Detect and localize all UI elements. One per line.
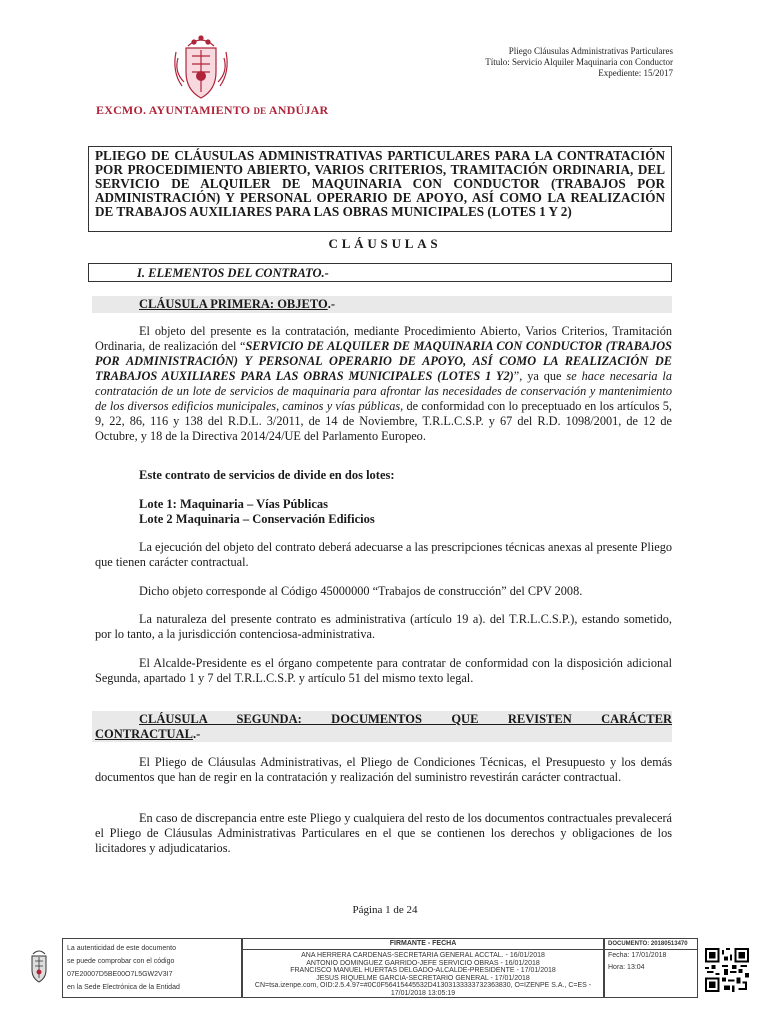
document-number: DOCUMENTO: 20180513470	[605, 939, 697, 950]
auth-line: en la Sede Electrónica de la Entidad	[67, 984, 180, 991]
document-time: Hora: 13:04	[608, 964, 645, 971]
service-name: SERVICIO DE ALQUILER DE MAQUINARIA CON CONDUCTOR (TRABAJOS POR ADMINISTRACIÓN) Y PERSONAL OPERARIO DE APOYO, ASÍ COMO LA REALIZACIÓN DE TRABAJOS AUXILIARES PARA LAS OBRAS MUNICIPALES (LOTES 1 Y2)	[95, 339, 672, 383]
city-name-de: DE	[253, 106, 267, 116]
text-run: , de conformidad con lo preceptuado en los artículos 5, 9, 22, 86, 116 y 138 del R.D.L. 3/2011, de 14 de Noviembre, T.R.L.C.S.P. y 67 del R.D. 1098/2001, de 12 de Octubre, y 18 de la Directiva 2014/24/UE del Parlamento Europeo.	[95, 399, 673, 443]
lot-1: Lote 1: Maquinaria – Vías Públicas	[139, 497, 329, 511]
signer-line: 17/01/2018 13:05:19	[390, 989, 456, 997]
document-date: Fecha: 17/01/2018	[608, 952, 667, 959]
paragraph: Dicho objeto corresponde al Código 45000000 “Trabajos de construcción” del CPV 2008.	[139, 584, 583, 598]
document-title-last-line: DE TRABAJOS AUXILIARES PARA LAS OBRAS MUNICIPALES (LOTES 1 Y 2)	[95, 204, 572, 219]
clausulas-heading: CLÁUSULAS	[328, 236, 442, 251]
coat-of-arms-small-icon	[27, 946, 51, 986]
paragraph: En caso de discrepancia entre este Pliego y cualquiera del resto de los documentos contractuales prevalecerá el Pliego de Cláusulas Administrativas Particulares en el que se contienen los derechos y obligaciones de los licitadores y adjudicatarios.	[95, 811, 672, 855]
clausula-segunda-title-line2: CONTRACTUAL	[95, 727, 193, 741]
heading-suffix: .-	[327, 297, 335, 311]
clausula-segunda-title-line1: CLÁUSULA SEGUNDA: DOCUMENTOS QUE REVISTEN CARÁCTER	[139, 712, 672, 726]
document-title: PLIEGO DE CLÁUSULAS ADMINISTRATIVAS PARTICULARES PARA LA CONTRATACIÓN POR PROCEDIMIENTO ABIERTO, VARIOS CRITERIOS, TRAMITACIÓN ORDINARIA, DEL SERVICIO DE ALQUILER DE MAQUINARIA CON CONDUCTOR (TRABAJOS POR ADMINISTRACIÓN) Y PERSONAL OPERARIO DE APOYO, ASÍ COMO LA REALIZACIÓN	[95, 148, 665, 205]
clausula-segunda-heading	[95, 712, 672, 742]
qr-code-icon[interactable]	[705, 948, 749, 992]
document-title-box	[88, 146, 672, 232]
paragraph: El Alcalde-Presidente es el órgano competente para contratar de conformidad con la disposición adicional Segunda, apartado 1 y 7 del T.R.L.C.S.P. y artículo 51 del mismo texto legal.	[95, 656, 672, 685]
header-line: Título: Servicio Alquiler Maquinaria con Conductor	[485, 57, 673, 67]
signer-line: FRANCISCO MANUEL HUERTAS DELGADO-ALCALDE-PRESIDENTE - 17/01/2018	[290, 967, 556, 975]
document-header-info	[485, 46, 673, 79]
city-council-name	[96, 103, 328, 118]
text-run: ”, ya que	[513, 369, 567, 383]
objeto-paragraph	[95, 324, 672, 444]
document-info-box	[604, 938, 698, 998]
verification-code[interactable]: 07E20007D5BE00O7L5GW2V3I7	[67, 971, 173, 978]
paragraph: El Pliego de Cláusulas Administrativas, el Pliego de Condiciones Técnicas, el Presupuesto y los demás documentos que han de regir en la contratación y realización del suministro revestirán carácter contractual.	[95, 755, 672, 784]
header-line: Pliego Cláusulas Administrativas Particulares	[508, 46, 673, 56]
text-run: El objeto del presente es la contratación, mediante Procedimiento Abierto, Varios Criterios, Tramitación Ordinaria, de realización del “	[95, 324, 672, 353]
signer-line: CN=tsa.izenpe.com, OID:2.5.4.97=#0C0F56415445532D41303133333732363830, O=IZENPE S.A., C=ES -	[254, 982, 592, 990]
heading-suffix: .-	[192, 727, 201, 741]
signer-line: JESUS RIQUELME GARCIA-SECRETARIO GENERAL - 17/01/2018	[316, 974, 530, 982]
page-number: Página 1 de 24	[352, 904, 418, 916]
text-run-italic: se hace necesaria la contratación de un lote de servicios de maquinaria para afrontar las necesidades de conservación y mantenimiento de los diversos edificios municipales, caminos y vías públicas	[95, 369, 672, 413]
clausula-primera-title: CLÁUSULA PRIMERA: OBJETO	[139, 297, 328, 311]
authenticity-box	[62, 938, 242, 998]
header-line: Expediente: 15/2017	[598, 68, 673, 78]
signer-line: ANTONIO DOMINGUEZ GARRIDO-JEFE SERVICIO OBRAS - 16/01/2018	[306, 959, 540, 967]
coat-of-arms-logo	[170, 32, 232, 104]
signer-line: ANA HERRERA CARDENAS-SECRETARIA GENERAL ACCTAL. - 16/01/2018	[301, 952, 545, 959]
signers-box	[242, 938, 604, 998]
firmante-header: FIRMANTE - FECHA	[243, 939, 603, 950]
lot-2: Lote 2 Maquinaria – Conservación Edificios	[139, 512, 375, 526]
section-heading: I. ELEMENTOS DEL CONTRATO.-	[88, 263, 672, 282]
paragraph: La naturaleza del presente contrato es administrativa (artículo 19 a). del T.R.L.C.S.P.), estando sometido, por lo tanto, a la jurisdicción contenciosa-administrativa.	[95, 612, 672, 641]
lots-intro: Este contrato de servicios de divide en dos lotes:	[139, 468, 395, 482]
paragraph: La ejecución del objeto del contrato deberá adecuarse a las prescripciones técnicas anexas al presente Pliego que tienen carácter contractual.	[95, 540, 672, 569]
auth-line: se puede comprobar con el código	[67, 958, 175, 965]
auth-line: La autenticidad de este documento	[67, 945, 176, 952]
clausula-primera-heading	[139, 297, 335, 312]
city-name-main: EXCMO. AYUNTAMIENTO	[96, 103, 251, 117]
city-name-end: ANDÚJAR	[268, 103, 329, 117]
